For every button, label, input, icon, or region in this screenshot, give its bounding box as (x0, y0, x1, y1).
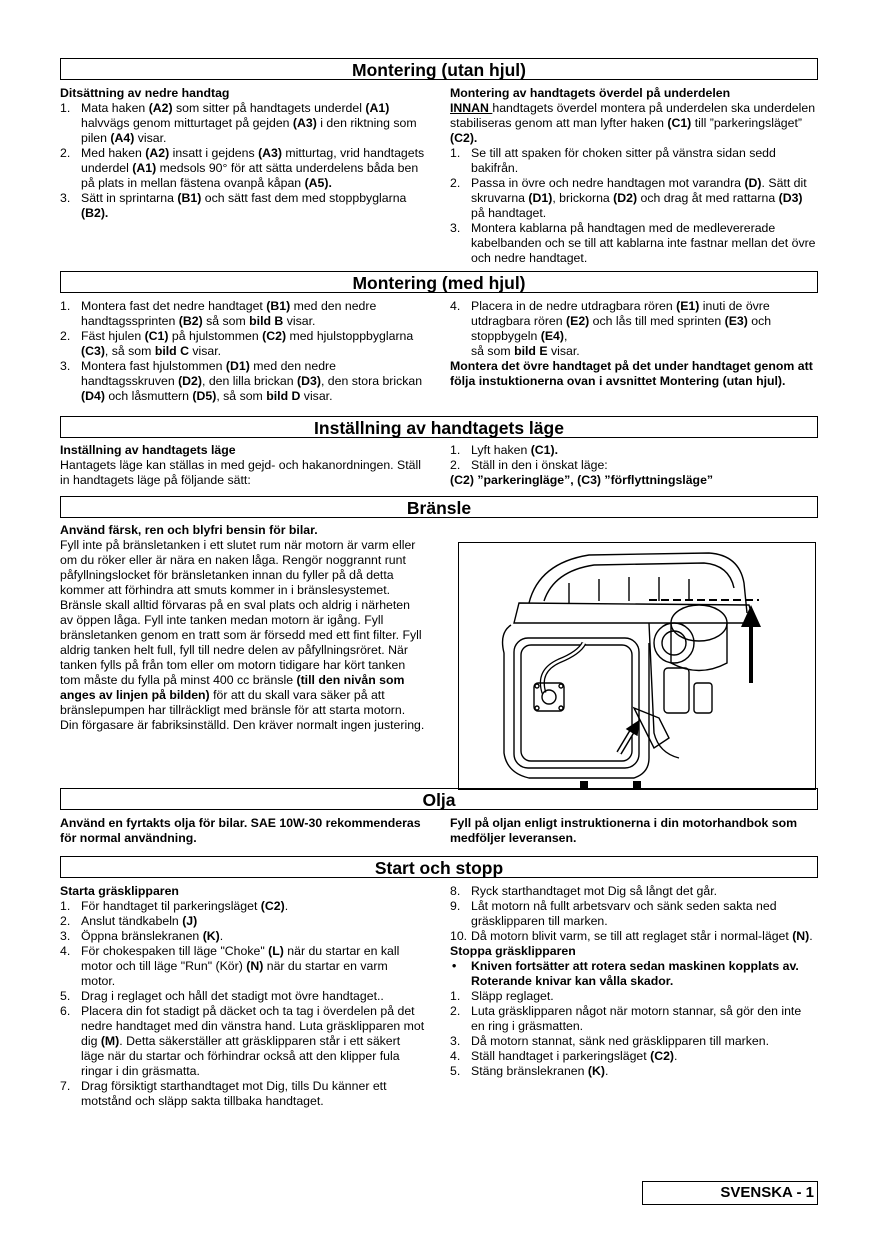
text-run: Mata haken (81, 101, 149, 115)
reference-label: (L) (268, 944, 284, 958)
list-number: 2. (450, 458, 461, 472)
text-a: Fyll inte på bränsletanken i ett slutet rum när motorn är varm eller om du röker eller är nära en naken låga. Rengör noggrannt runt påfyllningslocket för bränsletanken innan du fyller på då detta kommer att förhindra att smuts kommer in i bränslesystemet. Bränsle skall alltid förvaras på en sval plats och aldrig i närheten av öppen låga. Fyll inte tanken medan motorn är igång. Fyll bränsletanken genom en tratt som är försedd med ett fint filter. Fyll aldrig tanken helt full, fyll till nedre delen av påfyllningsröret. När tanken fylls på från tom eller om motorn tidigare har kört tanken tom måste du fylla på minst 400 cc bränsle (60, 538, 422, 687)
reference-label: (D3) (297, 374, 321, 388)
list-number: 5. (60, 989, 71, 1003)
text-run: . (219, 929, 224, 943)
list-number: 1. (60, 299, 71, 313)
bold-note: Montera det övre handtaget på det under handtaget genom att följa instuktionerna ovan i avsnittet Montering (utan hjul). (450, 359, 813, 388)
text-run: med den nedre handtagsskruven (81, 359, 336, 388)
numbered-list (60, 899, 425, 1109)
reference-label: (B2). (81, 206, 109, 220)
reference-label: (N) (246, 959, 264, 973)
text-run: på handtaget. (471, 206, 547, 220)
list-item (450, 1034, 818, 1049)
list-item (450, 899, 818, 929)
text-run: , brickorna (552, 191, 614, 205)
list-item (60, 101, 425, 146)
column-left (60, 523, 425, 781)
column-left (60, 884, 425, 1109)
list-number: 4. (60, 944, 71, 958)
subheading: Ditsättning av nedre handtag (60, 86, 230, 100)
reference-label: (D4) (81, 389, 105, 403)
numbered-list (450, 146, 818, 266)
text-run: Sätt in sprintarna (81, 191, 178, 205)
paragraph (60, 538, 425, 733)
list-item (450, 221, 818, 266)
bullet-list (450, 959, 818, 989)
text-run: Släpp reglaget. (471, 989, 554, 1003)
text-run: Se till att spaken för choken sitter på vänstra sidan sedd bakifrån. (471, 146, 776, 175)
text-run: inuti de övre utdragbara rören (471, 299, 770, 328)
column-right (450, 884, 818, 1109)
list-number: 6. (60, 1004, 71, 1018)
numbered-list (450, 989, 818, 1079)
text-run: Anslut tändkabeln (81, 914, 183, 928)
text-run: Ställ in den i önskat läge: (471, 458, 608, 472)
text-run: med hjulstoppbyglarna (286, 329, 414, 343)
intro-text (450, 101, 815, 145)
text-run: visar. (547, 344, 580, 358)
intro-paragraph (450, 101, 818, 146)
text-run: och stoppbygeln (471, 314, 772, 343)
list-item (60, 1004, 425, 1079)
text-run: , så som (216, 389, 267, 403)
numbered-list (450, 299, 818, 359)
list-number: 2. (60, 914, 71, 928)
engine-drawing (459, 543, 816, 790)
text-run: Ställ handtaget i parkeringsläget (471, 1049, 651, 1063)
reference-label: (C2) (650, 1049, 675, 1063)
list-number: 2. (450, 176, 461, 190)
list-number: 9. (450, 899, 461, 913)
text-run: För handtaget til parkeringsläget (81, 899, 261, 913)
section-title-installning: Inställning av handtagets läge (60, 416, 818, 438)
column-left: Använd en fyrtakts olja för bilar. SAE 10W-30 rekommenderas för normal användning. (60, 816, 421, 845)
reference-label: (A2) (148, 101, 173, 115)
section-title-bransle: Bränsle (60, 496, 818, 518)
column-right (450, 443, 818, 488)
column-right: Fyll på oljan enligt instruktionerna i din motorhandbok som medföljer leveransen. (450, 816, 798, 845)
subheading: Montering av handtagets överdel på underdelen (450, 86, 731, 100)
list-item (60, 191, 425, 221)
page-footer-label: SVENSKA - 1 (642, 1181, 818, 1205)
text-run: visar. (300, 389, 333, 403)
text-run: till ”parkeringsläget” (691, 116, 802, 130)
list-item (450, 458, 818, 473)
list-number: 4. (450, 299, 461, 313)
subheading: Starta gräsklipparen (60, 884, 179, 898)
text-bold: (till den nivån som anges av linjen på bilden) (60, 673, 405, 702)
engine-illustration (458, 542, 816, 790)
text-run: Montera fast det nedre handtaget (81, 299, 267, 313)
text-run: och drag åt med rattarna (637, 191, 779, 205)
subheading: Stoppa gräsklipparen (450, 944, 576, 958)
list-item (60, 146, 425, 191)
text-run: Låt motorn nå fullt arbetsvarv och sänk seden sakta ned gräsklipparen till marken. (471, 899, 777, 928)
reference-label: (A3) (258, 146, 282, 160)
list-item (450, 884, 818, 899)
reference-label: (A5). (304, 176, 332, 190)
emphasis-innan: INNAN (450, 101, 493, 115)
text-run: . (674, 1049, 678, 1063)
list-number: 4. (450, 1049, 461, 1063)
column-left (60, 443, 425, 488)
reference-label: (C1) (144, 329, 169, 343)
list-item (60, 929, 425, 944)
reference-label: (E1) (676, 299, 700, 313)
text-run: när du startar en kall motor och till läge "Run" (Kör) (81, 944, 400, 973)
text-run: mitturtag, vrid handtagets underdel (81, 146, 425, 175)
section-title-montering-med-hjul: Montering (med hjul) (60, 271, 818, 293)
list-number: 5. (450, 1064, 461, 1078)
text-run: Luta gräsklipparen något när motorn stannar, så gör den inte en ring i gräsmatten. (471, 1004, 802, 1033)
list-number: 3. (60, 929, 71, 943)
list-number: 8. (450, 884, 461, 898)
text-run: , den stora brickan (320, 374, 423, 388)
section-title-montering-utan-hjul: Montering (utan hjul) (60, 58, 818, 80)
text-run: Drag i reglaget och håll det stadigt mot övre handtaget.. (81, 989, 384, 1003)
reference-label: (C2) (260, 899, 285, 913)
text-run: , så som (471, 329, 568, 358)
reference-label: (A4) (110, 131, 135, 145)
text-run: Med haken (81, 146, 146, 160)
text-run: Placera din fot stadigt på däcket och ta tag i överdelen på det nedre handtaget med din vänstra hand. Luta gräsklipparen mot dig (81, 1004, 425, 1048)
text-run: när du startar en varm motor. (81, 959, 388, 988)
bullet-text: Kniven fortsätter att rotera sedan maskinen kopplats av. Roterande knivar kan vålla skador. (471, 959, 799, 988)
text-run: och sätt fast dem med stoppbyglarna (201, 191, 407, 205)
text-run: . (284, 899, 289, 913)
list-item (450, 989, 818, 1004)
text-run: Placera in de nedre utdragbara rören (471, 299, 677, 313)
reference-label: (D5) (192, 389, 217, 403)
list-number: 1. (450, 146, 461, 160)
text-run: visar. (134, 131, 167, 145)
reference-label: (D1) (528, 191, 553, 205)
text-run: med den nedre handtagssprinten (81, 299, 377, 328)
reference-label: (D2) (613, 191, 638, 205)
list-number: 2. (60, 329, 71, 343)
reference-label: (A1) (365, 101, 390, 115)
list-item (60, 359, 425, 404)
text-run: som sitter på handtagets underdel (172, 101, 366, 115)
text-run: Lyft haken (471, 443, 531, 457)
subheading: Inställning av handtagets läge (60, 443, 236, 457)
list-number: 7. (60, 1079, 71, 1093)
text-run: Då motorn stannat, sänk ned gräsklipparen till marken. (471, 1034, 770, 1048)
text-run: . (809, 929, 813, 943)
text-run: Fäst hjulen (81, 329, 145, 343)
text-run: och låsmuttern (104, 389, 193, 403)
list-number: 3. (60, 359, 71, 373)
numbered-list (60, 101, 425, 221)
text-run: . Sätt dit skruvarna (471, 176, 807, 205)
text-run: Montera fast hjulstommen (81, 359, 226, 373)
list-number: 1. (60, 899, 71, 913)
list-item (60, 1079, 425, 1109)
reference-label: (E4) (540, 329, 564, 343)
reference-label: (C2). (450, 131, 478, 145)
reference-label: (D) (744, 176, 762, 190)
reference-label: (K) (202, 929, 220, 943)
list-number: 3. (450, 1034, 461, 1048)
list-item (60, 299, 425, 329)
reference-label: (E2) (566, 314, 590, 328)
subheading: Använd färsk, ren och blyfri bensin för bilar. (60, 523, 318, 537)
reference-label: (M) (100, 1034, 120, 1048)
list-number: 3. (450, 221, 461, 235)
reference-label: (J) (182, 914, 198, 928)
text-run: Passa in övre och nedre handtagen mot varandra (471, 176, 745, 190)
list-number: 1. (450, 443, 461, 457)
section-title-start-och-stopp: Start och stopp (60, 856, 818, 878)
reference-label: (E3) (724, 314, 748, 328)
reference-label: (A1) (132, 161, 157, 175)
list-item (60, 329, 425, 359)
text-b: för att du skall vara säker på att bränslepumpen har tillräckligt med bränsle för att starta motorn. Din förgasare är fabriksinställd. Den kräver normalt ingen justering. (60, 688, 425, 732)
text-run: , den lilla brickan (202, 374, 298, 388)
reference-label: (A3) (292, 116, 317, 130)
section-title-olja: Olja (60, 788, 818, 810)
reference-label: (B1) (266, 299, 291, 313)
reference-label: (D1) (225, 359, 250, 373)
text-run: handtagets överdel montera på underdelen ska underdelen stabiliseras genom att man lyfter haken (450, 101, 816, 130)
list-item (450, 1004, 818, 1034)
text-run: i den riktning som pilen (81, 116, 417, 145)
text-run: . (604, 1064, 609, 1078)
reference-label: (N) (792, 929, 810, 943)
text-run: insatt i gejdens (169, 146, 259, 160)
list-item (60, 914, 425, 929)
reference-label: (B2) (178, 314, 203, 328)
reference-label: (C3) (81, 344, 105, 358)
reference-label: (D3) (778, 191, 803, 205)
text-run: visar. (283, 314, 316, 328)
list-item (450, 443, 818, 458)
text-run: För chokespaken till läge "Choke" (81, 944, 269, 958)
text-run: Öppna bränslekranen (81, 929, 203, 943)
reference-label: bild E (514, 344, 548, 358)
list-number: 1. (450, 989, 461, 1003)
reference-label: bild D (266, 389, 301, 403)
reference-label: bild B (249, 314, 284, 328)
reference-label: bild C (154, 344, 189, 358)
reference-label: (C1) (667, 116, 692, 130)
numbered-list (450, 884, 818, 944)
list-number: 1. (60, 101, 71, 115)
reference-label: (A2) (145, 146, 170, 160)
reference-label: (B1) (177, 191, 202, 205)
text-run: Montera kablarna på handtagen med de medlevererade kabelbanden och se till att kablarna inte fastnar mellan det övre och nedre handtaget. (471, 221, 816, 265)
reference-label: (K) (587, 1064, 605, 1078)
paragraph: Hantagets läge kan ställas in med gejd- och hakanordningen. Ställ in handtagets läge på följande sätt: (60, 458, 421, 487)
text-run: så som (202, 314, 250, 328)
reference-label: (D2) (178, 374, 202, 388)
text-run: Ryck starthandtaget mot Dig så långt det går. (471, 884, 718, 898)
list-number: 2. (60, 146, 71, 160)
numbered-list (60, 299, 425, 404)
list-item (60, 944, 425, 989)
bullet-mark: • (452, 959, 457, 973)
bold-note: (C2) ”parkeringläge”, (C3) ”förflyttningsläge” (450, 473, 714, 487)
list-number: 10. (450, 929, 468, 943)
text-run: och lås till med sprinten (589, 314, 725, 328)
list-item (60, 899, 425, 914)
list-item (450, 299, 818, 359)
column-left (60, 86, 425, 266)
column-right (450, 86, 818, 266)
column-left (60, 299, 425, 404)
list-number: 2. (450, 1004, 461, 1018)
column-right (450, 299, 818, 404)
text-run: Då motorn blivit varm, se till att reglaget står i normal-läget (471, 929, 793, 943)
text-run: visar. (188, 344, 222, 358)
text-run: , så som (104, 344, 155, 358)
text-run: medsols 90° för att sätta underdelens båda ben på plats in mellan fästena ovanpå kåpan (81, 161, 419, 190)
list-item (450, 146, 818, 176)
text-run: . Detta säkerställer att gräsklipparen står i ett säkert läge när du startar och förhindrar också att den klipper fula ringar i din gräsmatta. (81, 1034, 401, 1078)
list-item (450, 959, 818, 989)
list-item (60, 989, 425, 1004)
text-run: Drag försiktigt starthandtaget mot Dig, tills Du känner ett motstånd och släpp sakta tillbaka handtaget. (81, 1079, 387, 1108)
list-item (450, 176, 818, 221)
text-run: på hjulstommen (168, 329, 263, 343)
list-number: 3. (60, 191, 71, 205)
list-item (450, 1049, 818, 1064)
text-run: halvvägs genom mitturtaget på gejden (81, 116, 293, 130)
list-item (450, 1064, 818, 1079)
list-item (450, 929, 818, 944)
reference-label: (C2) (262, 329, 287, 343)
numbered-list (450, 443, 818, 473)
reference-label: (C1). (530, 443, 559, 457)
text-run: Stäng bränslekranen (471, 1064, 588, 1078)
